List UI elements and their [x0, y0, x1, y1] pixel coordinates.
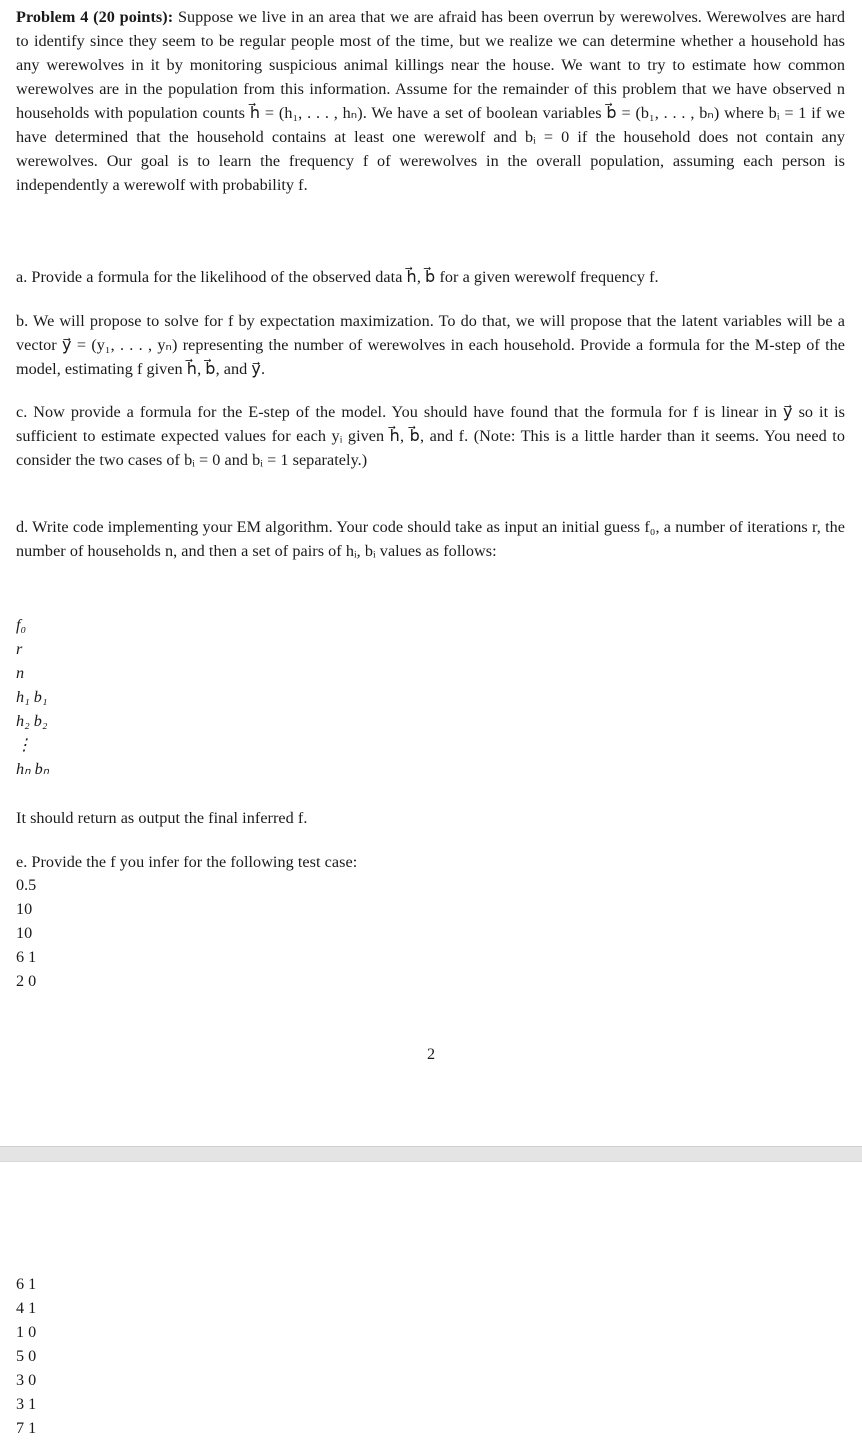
test-case-list-bottom: [16, 1272, 36, 1440]
input-format-line: h₂ b₂: [16, 712, 48, 730]
part-d-output-paragraph: [16, 806, 845, 830]
input-format-line: n: [16, 664, 25, 682]
input-format-line: f₀: [16, 616, 27, 634]
test-case-line: 3 1: [16, 1395, 37, 1413]
problem-intro-text: Suppose we live in an area that we are afraid has been overrun by werewolves. Werewolves are hard to identify since they seem to be regular people most of the time, but we realize we can determine whether a household has any werewolves in it by monitoring suspicious animal killings near the house. We want to try to estimate how common werewolves are in the population from this information. Assume for the remainder of this problem that we have observed n households with population counts h⃗ = (h₁, . . . , hₙ). We have a set of boolean variables b⃗ = (b₁, . . . , bₙ) where bᵢ = 1 if we have determined that the household contains at least one werewolf and bᵢ = 0 if the household does not contain any werewolves. Our goal is to learn the frequency f of werewolves in the overall population, assuming each person is independently a werewolf with probability f.: [16, 8, 845, 194]
part-c-paragraph: [16, 400, 845, 472]
input-format-list: [16, 613, 49, 781]
part-a-text: a. Provide a formula for the likelihood of the observed data h⃗, b⃗ for a given werewolf frequency f.: [16, 268, 659, 286]
input-format-line: ⋮: [16, 736, 33, 754]
problem-heading: Problem 4 (20 points):: [16, 8, 174, 26]
part-d-paragraph: [16, 515, 845, 563]
test-case-line: 4 1: [16, 1299, 37, 1317]
test-case-line: 10: [16, 924, 33, 942]
test-case-line: 3 0: [16, 1371, 37, 1389]
test-case-line: 2 0: [16, 972, 37, 990]
part-a-paragraph: [16, 265, 845, 289]
test-case-line: 6 1: [16, 1275, 37, 1293]
part-b-paragraph: [16, 309, 845, 381]
part-e-text: e. Provide the f you infer for the following test case:: [16, 853, 358, 871]
part-d-text: d. Write code implementing your EM algorithm. Your code should take as input an initial guess f₀, a number of iterations r, the number of households n, and then a set of pairs of hᵢ, bᵢ values as follows:: [16, 518, 845, 560]
part-c-text: c. Now provide a formula for the E-step of the model. You should have found that the formula for f is linear in y⃗ so it is sufficient to estimate expected values for each yᵢ given h⃗, b⃗, and f. (Note: This is a little harder than it seems. You need to consider the two cases of bᵢ = 0 and bᵢ = 1 separately.): [16, 403, 845, 469]
part-b-text: b. We will propose to solve for f by expectation maximization. To do that, we will propose that the latent variables will be a vector y⃗ = (y₁, . . . , yₙ) representing the number of werewolves in each household. Provide a formula for the M-step of the model, estimating f given h⃗, b⃗, and y⃗.: [16, 312, 845, 378]
page-number: 2: [426, 1045, 436, 1063]
test-case-line: 10: [16, 900, 33, 918]
page-separator: [0, 1146, 862, 1162]
document-page-2: [0, 1162, 862, 1450]
part-e-paragraph: [16, 850, 845, 874]
problem-intro-paragraph: [16, 5, 845, 197]
test-case-line: 1 0: [16, 1323, 37, 1341]
input-format-line: r: [16, 640, 23, 658]
input-format-line: hₙ bₙ: [16, 760, 50, 778]
test-case-line: 7 1: [16, 1419, 37, 1437]
test-case-line: 5 0: [16, 1347, 37, 1365]
test-case-line: 0.5: [16, 876, 37, 894]
part-d-output-text: It should return as output the final inferred f.: [16, 809, 308, 827]
input-format-line: h₁ b₁: [16, 688, 48, 706]
test-case-line: 6 1: [16, 948, 37, 966]
test-case-list-top: [16, 873, 36, 993]
